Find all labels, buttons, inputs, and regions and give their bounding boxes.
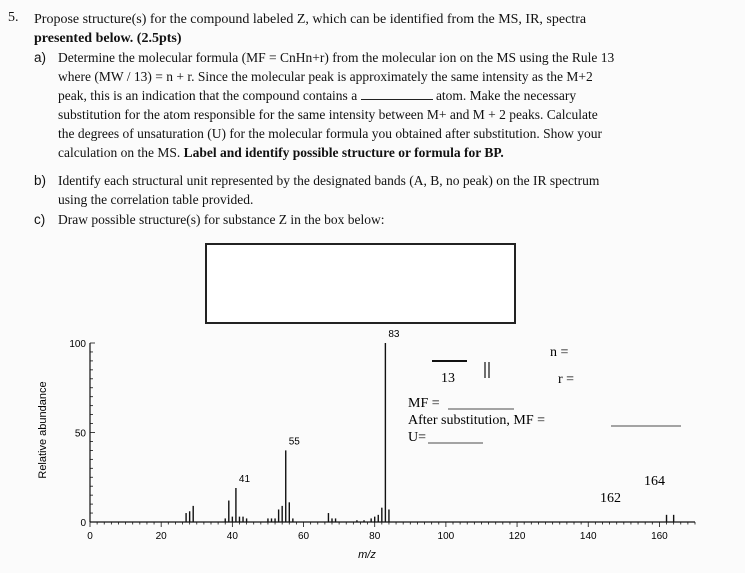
x-tick-label: 0	[87, 531, 93, 542]
intro-line-2: presented below. (2.5pts)	[34, 31, 182, 46]
part-a-line-5: the degrees of unsaturation (U) for the molecular formula you obtained after substitution. Show your	[58, 126, 602, 141]
part-a-line-1: Determine the molecular formula (MF = CnHn+r) from the molecular ion on the MS using the Rule 13	[58, 50, 615, 65]
y-tick-label: 100	[69, 339, 86, 350]
x-tick-label: 160	[651, 531, 668, 542]
part-a-line-2: where (MW / 13) = n + r. Since the molecular peak is approximately the same intensity as the M+2	[58, 69, 593, 84]
y-tick-label: 0	[80, 518, 86, 529]
n-equals: n =	[550, 345, 569, 360]
part-a-line-6b: Label and identify possible structure or formula for BP.	[183, 145, 504, 160]
part-a-line-3a: peak, this is an indication that the compound contains a	[58, 88, 358, 103]
x-tick-label: 20	[155, 531, 167, 542]
after-substitution-label: After substitution, MF =	[408, 413, 546, 428]
x-axis-label: m/z	[358, 549, 376, 561]
intro-line-1: Propose structure(s) for the compound labeled Z, which can be identified from the MS, IR, spectra	[34, 12, 587, 27]
mf-label: MF =	[408, 396, 440, 411]
part-a-line-3b: atom. Make the necessary	[435, 88, 577, 103]
x-tick-label: 140	[579, 531, 597, 542]
y-axis-label: Relative abundance	[37, 381, 49, 479]
peak-label: 41	[238, 473, 251, 485]
y-tick-label: 50	[74, 428, 86, 440]
m164-label: 164	[644, 474, 665, 489]
part-b-line-1: Identify each structural unit represented by the designated bands (A, B, no peak) on the IR spectrum	[58, 173, 600, 188]
denominator-13: 13	[441, 371, 455, 386]
x-tick-label: 40	[226, 531, 238, 542]
part-a-line-6a: calculation on the MS.	[58, 145, 181, 160]
x-tick-label: 80	[369, 531, 381, 542]
m162-label: 162	[600, 491, 621, 506]
r-equals: r =	[558, 372, 575, 387]
peak-label: 55	[288, 436, 300, 448]
part-a-label: a)	[34, 50, 47, 65]
question-number: 5.	[8, 10, 19, 25]
part-b-line-2: using the correlation table provided.	[58, 192, 254, 207]
x-tick-label: 120	[508, 531, 526, 542]
part-c-label: c)	[34, 212, 46, 227]
part-a-line-4: substitution for the atom responsible for the same intensity between M+ and M + 2 peaks. Calculate	[58, 107, 598, 122]
x-tick-label: 100	[437, 531, 455, 542]
x-tick-label: 60	[297, 531, 310, 542]
part-b-label: b)	[34, 173, 47, 188]
peak-label: 83	[388, 329, 400, 340]
part-c-line-1: Draw possible structure(s) for substance Z in the box below:	[58, 212, 385, 227]
u-label: U=	[408, 430, 427, 445]
